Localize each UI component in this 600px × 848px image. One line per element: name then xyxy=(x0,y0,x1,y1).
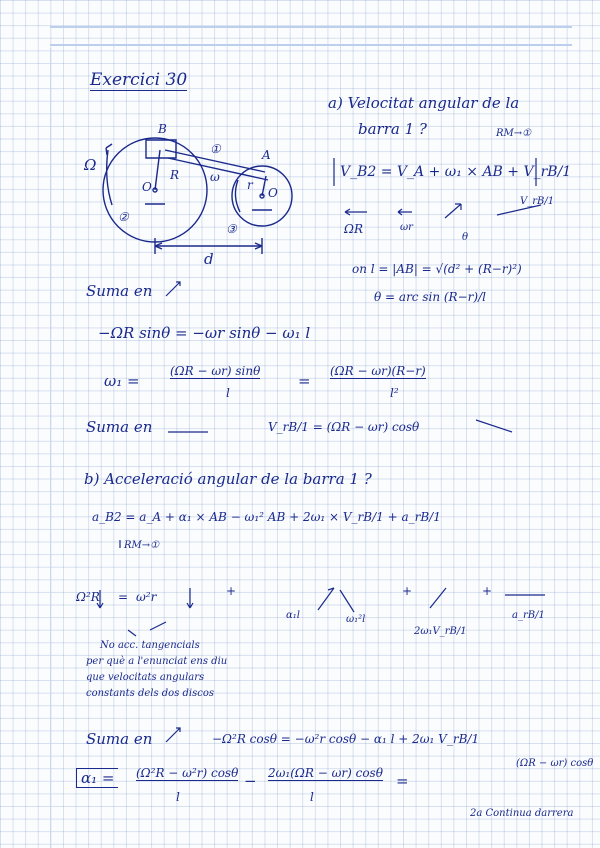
omega-result-num2: (ΩR − ωr)(R−r) xyxy=(330,364,426,378)
label-r: r xyxy=(247,178,253,192)
label-d: d xyxy=(204,250,214,268)
part-a-comp-wr: ωr xyxy=(400,222,413,233)
alpha-result-num2: 2ω₁(ΩR − ωr) cosθ xyxy=(268,766,383,780)
radius-R xyxy=(155,150,160,190)
label-R: R xyxy=(170,168,180,182)
alpha-result-minus: − xyxy=(244,772,257,790)
label-O-big: O xyxy=(142,180,152,194)
part-a-question-2: barra 1 ? xyxy=(358,120,427,138)
label-A: A xyxy=(262,148,271,162)
part-b-note-1: No acc. tangencials xyxy=(100,640,200,651)
part-a-sum2-label: Suma en xyxy=(86,418,153,436)
part-a-sum2-eq: V_rB/1 = (ΩR − ωr) cosθ xyxy=(268,420,420,434)
part-b-plus1: + xyxy=(226,584,237,598)
alpha-result-num1: (Ω²R − ω²r) cosθ xyxy=(136,766,239,780)
part-b-accel-eq: a_B2 = a_A + α₁ × AB − ω₁² AB + 2ω₁ × V_rB/1 + a_rB/1 xyxy=(92,510,441,524)
part-a-comp-theta: θ xyxy=(462,232,469,243)
omega-big-arrow xyxy=(107,150,112,205)
part-b-ref-note: RM→① xyxy=(124,540,160,551)
label-omega-small: ω xyxy=(210,170,220,184)
label-bar-1: ① xyxy=(210,142,221,156)
part-b-term-w2r: ω²r xyxy=(136,590,157,604)
part-b-term-arb: a_rB/1 xyxy=(512,610,545,621)
part-b-term-left: Ω²R xyxy=(76,590,100,604)
continue-note: 2a Continua darrera xyxy=(470,808,574,819)
part-a-angle-eq: θ = arc sin (R−r)/l xyxy=(374,290,486,304)
label-disc-3: ③ xyxy=(226,222,237,236)
part-a-velocity-eq: V_B2 = V_A + ω₁ × AB + V_rB/1 xyxy=(340,164,572,180)
part-b-term-alpha: α₁l xyxy=(286,610,300,621)
label-disc-2: ② xyxy=(118,210,129,224)
part-b-sum-eq: −Ω²R cosθ = −ω²r cosθ − α₁ l + 2ω₁ V_rB/1 xyxy=(212,732,480,746)
alpha-result-lhs: α₁ = xyxy=(76,768,118,788)
part-a-length-eq: on l = |AB| = √(d² + (R−r)²) xyxy=(352,262,522,276)
page-title: Exercici 30 xyxy=(90,70,188,90)
part-b-term-cor: 2ω₁V_rB/1 xyxy=(414,626,467,637)
part-a-ref-note: RM→① xyxy=(496,128,532,139)
alpha-result-eq: = xyxy=(396,772,409,790)
part-a-sum-label: Suma en xyxy=(86,282,153,300)
alpha-result-den1: l xyxy=(176,790,180,804)
omega-result-num1: (ΩR − ωr) sinθ xyxy=(170,364,261,378)
part-b-plus2: + xyxy=(402,584,413,598)
omega-result-den1: l xyxy=(226,386,230,400)
omega-result-lhs: ω₁ = xyxy=(104,372,140,390)
part-b-sum-label: Suma en xyxy=(86,730,153,748)
label-O-small: O xyxy=(268,186,278,200)
omega-small-arrow xyxy=(235,180,240,212)
part-b-note-4: constants dels dos discos xyxy=(86,688,214,699)
part-b-sub-note: (ΩR − ωr) cosθ xyxy=(516,758,594,769)
slider-block xyxy=(146,140,176,158)
part-b-question: b) Acceleració angular de la barra 1 ? xyxy=(84,470,372,488)
alpha-result-den2: l xyxy=(310,790,314,804)
label-B: B xyxy=(158,122,167,136)
part-b-plus3: + xyxy=(482,584,493,598)
part-b-eq1: = xyxy=(118,590,129,604)
part-a-vrb1-label: V_rB/1 xyxy=(520,196,555,207)
omega-result-eq: = xyxy=(298,372,311,390)
label-omega-big: Ω xyxy=(84,156,97,174)
part-a-question-1: a) Velocitat angular de la xyxy=(328,94,520,112)
part-b-term-w2l: ω₁²l xyxy=(346,614,366,625)
part-a-comp-left: ΩR xyxy=(344,222,363,236)
omega-result-den2: l² xyxy=(390,386,399,400)
part-b-note-2: per què a l'enunciat ens diu xyxy=(86,656,228,667)
part-a-sum-eq: −ΩR sinθ = −ωr sinθ − ω₁ l xyxy=(98,324,311,342)
part-b-note-3: que velocitats angulars xyxy=(86,672,205,683)
